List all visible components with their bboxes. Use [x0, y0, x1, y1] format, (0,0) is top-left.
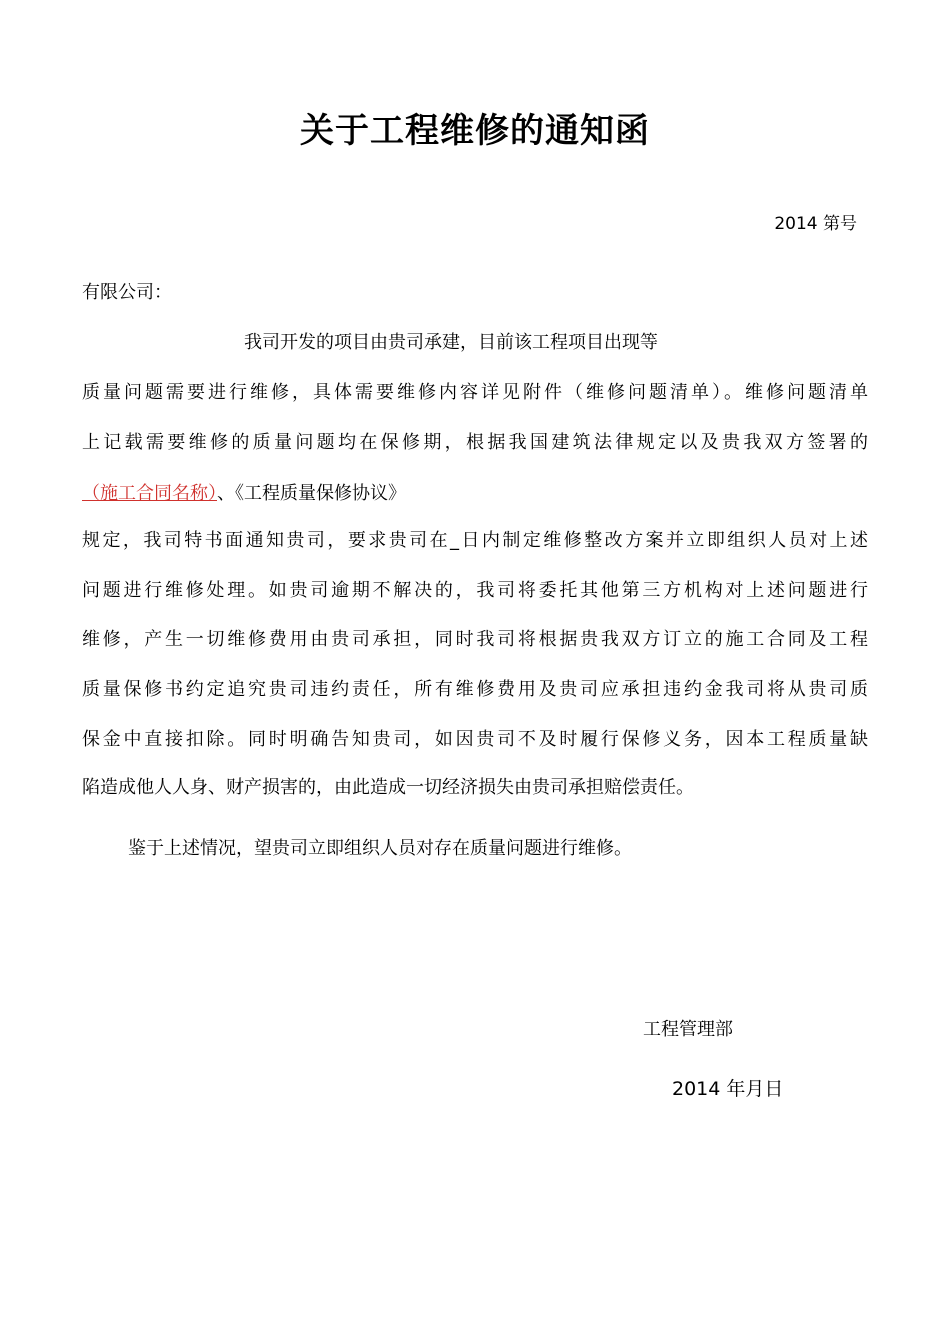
document-title: 关于工程维修的通知函	[300, 111, 650, 151]
body-line-3: 上记载需要维修的质量问题均在保修期，根据我国建筑法律规定以及贵我双方签署的	[82, 432, 868, 453]
recipient-line: 有限公司：	[82, 282, 172, 303]
body-line-9: 陷造成他人人身、财产损害的，由此造成一切经济损失由贵司承担赔偿责任。	[82, 777, 694, 798]
signature-department: 工程管理部	[643, 1019, 733, 1040]
agreement-name: 《工程质量保修协议》	[235, 483, 406, 504]
body-line-5: 问题进行维修处理。如贵司逾期不解决的，我司将委托其他第三方机构对上述问题进行	[82, 580, 868, 601]
contract-line	[82, 481, 406, 507]
contract-separator: 、	[217, 483, 235, 504]
contract-name-placeholder: （施工合同名称）	[82, 483, 217, 504]
signature-date: 2014 年月日	[672, 1078, 784, 1100]
closing-paragraph: 鉴于上述情况，望贵司立即组织人员对存在质量问题进行维修。	[128, 838, 632, 859]
body-line-1: 我司开发的项目由贵司承建，目前该工程项目出现等	[244, 332, 658, 353]
body-line-7: 质量保修书约定追究贵司违约责任，所有维修费用及贵司应承担违约金我司将从贵司质	[82, 679, 868, 700]
body-line-4: 规定，我司特书面通知贵司，要求贵司在_日内制定维修整改方案并立即组织人员对上述	[82, 530, 868, 551]
document-number: 2014 第号	[774, 214, 857, 234]
body-line-8: 保金中直接扣除。同时明确告知贵司，如因贵司不及时履行保修义务，因本工程质量缺	[82, 729, 868, 750]
body-line-6: 维修，产生一切维修费用由贵司承担，同时我司将根据贵我双方订立的施工合同及工程	[82, 629, 868, 650]
body-line-2: 质量问题需要进行维修，具体需要维修内容详见附件（维修问题清单）。维修问题清单	[82, 382, 868, 403]
